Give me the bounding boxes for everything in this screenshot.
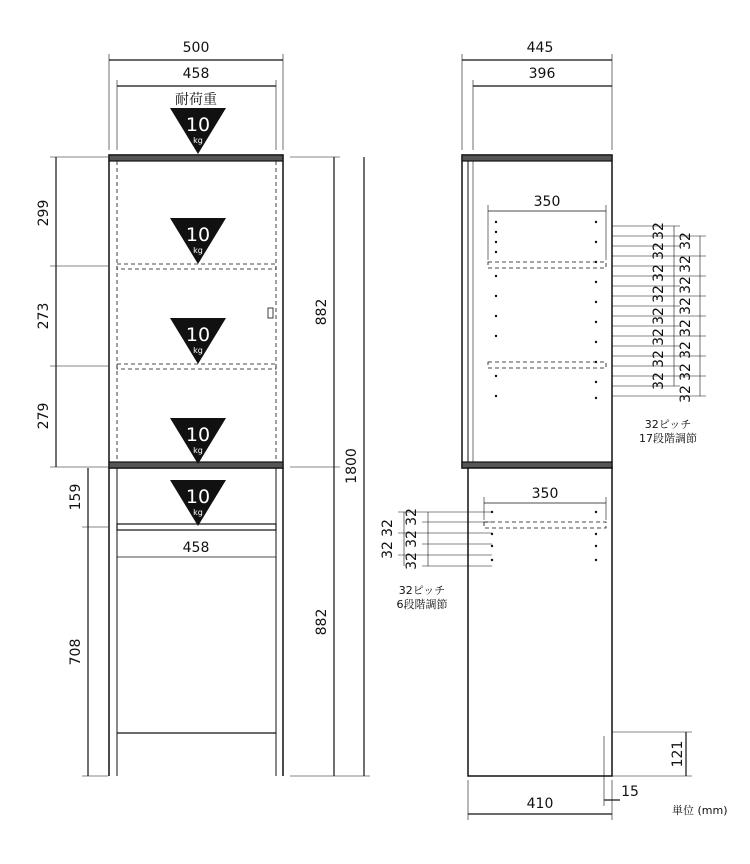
pitch-label-u4: 32	[678, 255, 694, 273]
pitch-label-u2: 32	[678, 232, 694, 250]
load-value-3: 10	[185, 424, 211, 446]
upper-pitch-note-1: 32ピッチ	[644, 418, 692, 431]
top-board	[109, 155, 283, 161]
pitch-label-l1: 32	[404, 508, 420, 526]
shelf-height-1: 299	[36, 199, 52, 227]
lower-pitch-note-1: 32ピッチ	[398, 584, 446, 597]
shelf-height-2: 273	[36, 302, 52, 330]
lower-inner-width: 458	[182, 540, 210, 556]
pitch-label-l3: 32	[404, 530, 420, 548]
lower-pitch-note-2: 6段階調節	[396, 598, 448, 611]
toe-kick: 15	[621, 784, 639, 800]
pitch-label-u1: 32	[651, 222, 667, 240]
pitch-label-u9: 32	[651, 307, 667, 325]
pitch-label-u14: 32	[678, 363, 694, 381]
pitch-label-u13: 32	[651, 350, 667, 368]
side-lower-cabinet	[468, 468, 612, 776]
load-unit-3: kg	[193, 446, 203, 455]
shelf-height-3: 279	[36, 402, 52, 430]
load-unit-drawer: kg	[193, 508, 203, 517]
upper-pitch-note-2: 17段階調節	[639, 432, 697, 445]
middle-board	[109, 462, 283, 468]
pitch-label-u12: 32	[678, 341, 694, 359]
load-value-1: 10	[185, 224, 211, 246]
load-capacity-label: 耐荷重	[175, 92, 217, 108]
pitch-label-l5: 32	[404, 552, 420, 570]
load-unit-1: kg	[193, 246, 203, 255]
pitch-label-u3: 32	[651, 242, 667, 260]
pitch-label-u7: 32	[651, 285, 667, 303]
pitch-label-u8: 32	[678, 297, 694, 315]
shelf-depth-lower: 350	[531, 486, 559, 502]
load-value-top: 10	[185, 114, 211, 136]
front-width-outer: 500	[182, 40, 210, 56]
load-value-drawer: 10	[185, 486, 211, 508]
pitch-label-l2: 32	[380, 519, 396, 537]
front-view	[50, 54, 370, 776]
side-depth-inner: 396	[528, 66, 556, 82]
pitch-label-u15: 32	[651, 372, 667, 390]
side-depth-outer: 445	[526, 40, 554, 56]
plinth-height: 121	[670, 740, 686, 768]
pitch-label-u10: 32	[678, 319, 694, 337]
shelf-depth-upper: 350	[533, 194, 561, 210]
load-value-2: 10	[185, 324, 211, 346]
load-unit-2: kg	[193, 346, 203, 355]
lower-total-height: 882	[314, 608, 330, 636]
front-width-inner: 458	[182, 66, 210, 82]
overall-height: 1800	[344, 448, 360, 484]
load-unit-top: kg	[193, 136, 203, 145]
upper-total-height: 882	[314, 298, 330, 326]
drawer-height: 159	[68, 483, 84, 511]
base-depth: 410	[526, 796, 554, 812]
pitch-label-u11: 32	[651, 328, 667, 346]
pitch-label-l4: 32	[380, 541, 396, 559]
unit-label: 単位 (mm)	[672, 804, 728, 817]
lower-height: 708	[68, 638, 84, 666]
lower-shelf	[117, 524, 276, 530]
pitch-label-u6: 32	[678, 276, 694, 294]
pitch-label-u16: 32	[678, 385, 694, 403]
pitch-label-u5: 32	[651, 264, 667, 282]
